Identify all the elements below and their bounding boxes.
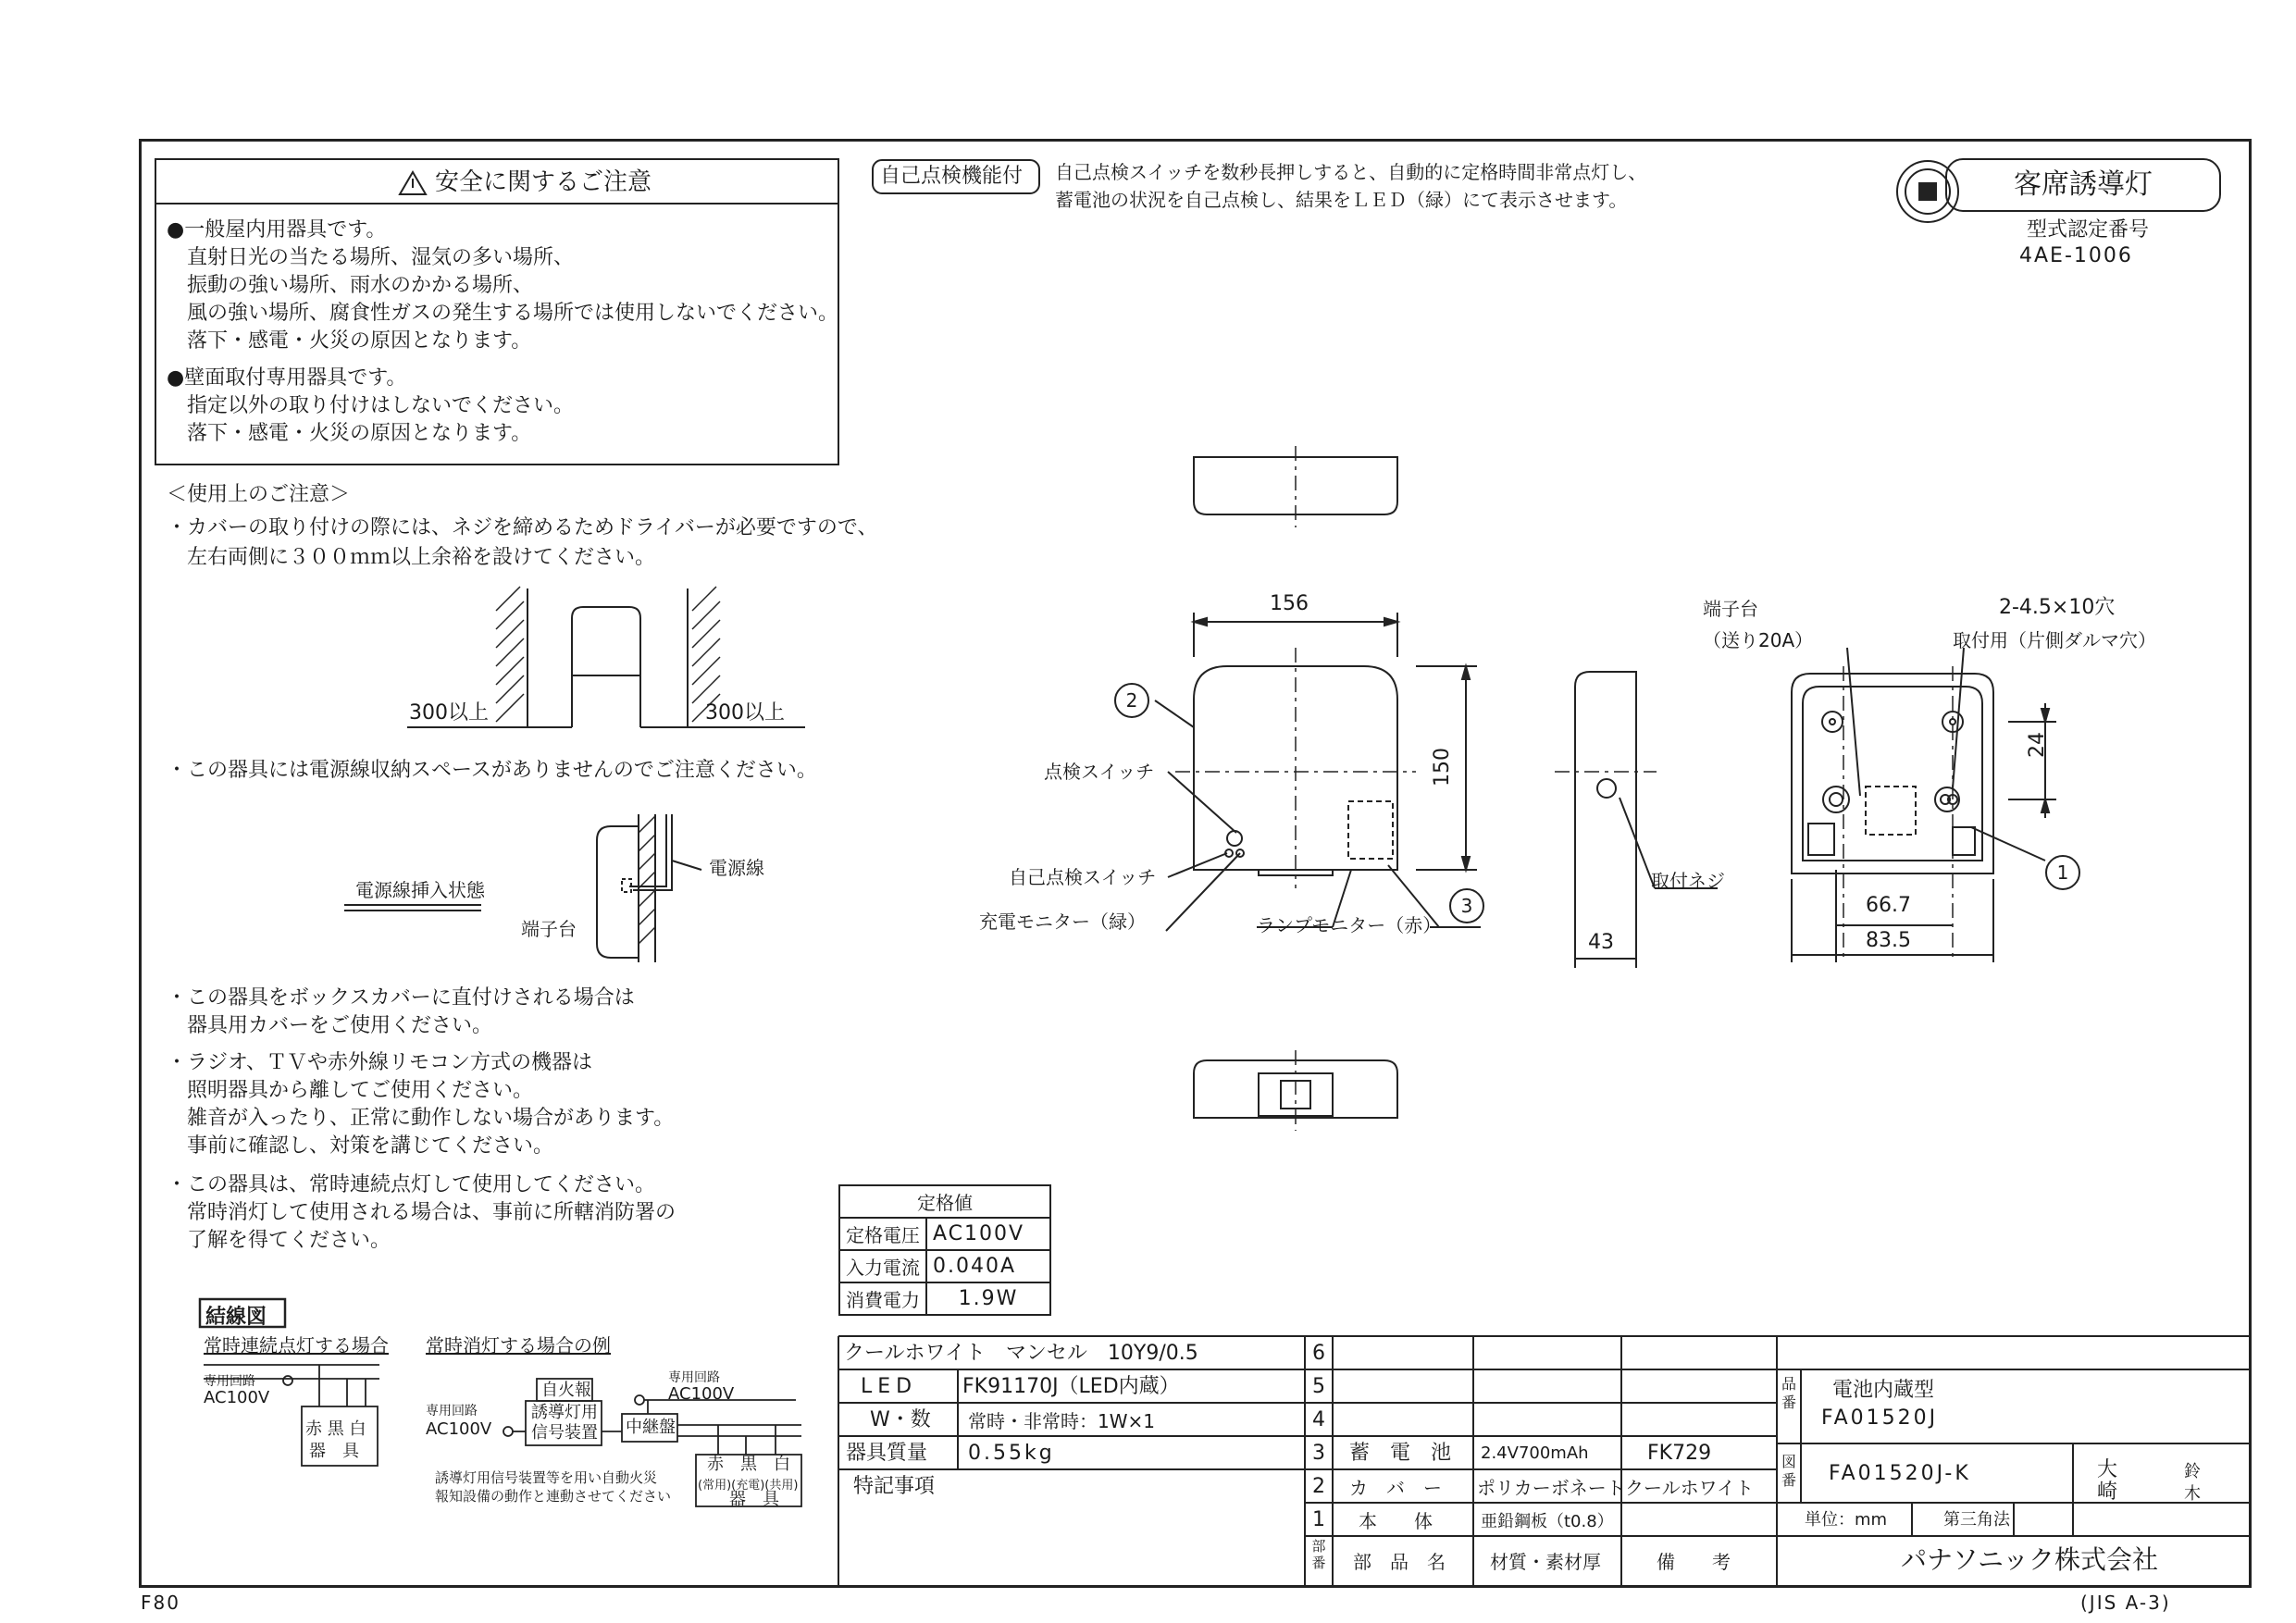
usage-n4-l3: 雑音が入ったり、正常に動作しない場合があります。: [187, 1107, 675, 1130]
dim-835: 83.5: [1866, 929, 1911, 952]
model-type: 電池内蔵型: [1832, 1379, 1935, 1402]
part-no-5: 5: [1312, 1375, 1325, 1398]
label-selfswitch: 自己点検スイッチ: [1009, 866, 1157, 888]
wiring-sub: (常用)(充電)(共用): [698, 1479, 799, 1493]
angle: 第三角法: [1943, 1510, 2010, 1530]
cert-label: 型式認定番号: [2027, 218, 2150, 242]
wiring-case2: 常時消灯する場合の例: [426, 1334, 611, 1357]
safety-b2-l1: 指定以外の取り付けはしないでください。: [187, 394, 575, 417]
rating-v1: 0.040A: [926, 1250, 1050, 1282]
wiring-body2: 器 具: [729, 1490, 779, 1509]
part-mat-1: 亜鉛鋼板（t0.8）: [1481, 1512, 1614, 1531]
spec-r3a: 器具質量: [846, 1442, 928, 1465]
label-terminal2: （送り20A）: [1703, 629, 1814, 651]
part-no-3: 3: [1312, 1442, 1325, 1465]
wiring-note2: 報知設備の動作と連動させてください: [435, 1488, 672, 1505]
label-switch: 点検スイッチ: [1044, 761, 1155, 783]
usage-heading: ＜使用上のご注意＞: [167, 483, 351, 506]
dim-depth: 43: [1588, 931, 1614, 954]
usage-n3-l1: ・この器具をボックスカバーに直付けされる場合は: [167, 986, 635, 1010]
wiring-ac3: AC100V: [668, 1384, 735, 1404]
usage-n3-l2: 器具用カバーをご使用ください。: [187, 1014, 493, 1037]
wiring-note1: 誘導灯用信号装置等を用い自動火災: [435, 1469, 658, 1486]
spec-r5a: LED: [861, 1375, 918, 1398]
clear-right: 300以上: [705, 701, 785, 725]
part-no-6: 6: [1312, 1342, 1325, 1365]
wiring-relay: 中継盤: [626, 1418, 676, 1437]
label-charge: 充電モニター（緑）: [979, 911, 1146, 933]
usage-n4-l1: ・ラジオ、ＴＶや赤外線リモコン方式の機器は: [167, 1051, 593, 1074]
company: パナソニック株式会社: [1901, 1544, 2159, 1575]
part-mat-3: 2.4V700mAh: [1481, 1443, 1589, 1463]
wiring-ac1: AC100V: [204, 1388, 270, 1407]
wiring-auto: 自火報: [541, 1381, 591, 1400]
dim-width: 156: [1270, 592, 1309, 615]
spec-r6: クールホワイト マンセル 10Y9/0.5: [844, 1342, 1198, 1365]
product-type: 客席誘導灯: [2014, 168, 2153, 201]
safety-b1-l2: 振動の強い場所、雨水のかかる場所、: [187, 274, 534, 297]
footer-right: (JIS A-3): [2080, 1592, 2171, 1614]
selfcheck-badge: 自己点検機能付: [880, 165, 1024, 188]
part-hdr-no: 部番: [1311, 1538, 1326, 1571]
drawing-no: FA01520J-K: [1829, 1462, 1971, 1485]
wiring-case1: 常時連続点灯する場合: [204, 1334, 389, 1357]
clear-left: 300以上: [409, 701, 489, 725]
safety-title: 安全に関するご注意: [435, 168, 652, 196]
wiring-ac2: AC100V: [426, 1419, 492, 1439]
sig-3: 鈴: [2184, 1462, 2201, 1481]
safety-b1-l3: 風の強い場所、腐食性ガスの発生する場所では使用しないでください。: [187, 302, 839, 325]
safety-b1-l4: 落下・感電・火災の原因となります。: [187, 329, 532, 353]
wiring-body1: 器 具: [309, 1442, 359, 1461]
dim-height: 150: [1431, 748, 1454, 787]
footer-left: F80: [141, 1592, 180, 1614]
part-hdr-mat: 材質・素材厚: [1490, 1551, 1601, 1573]
part-no-4: 4: [1312, 1408, 1325, 1431]
safety-b2-l2: 落下・感電・火災の原因となります。: [187, 422, 532, 445]
model-no: FA01520J: [1821, 1406, 1939, 1430]
part-no-2: 2: [1312, 1475, 1325, 1498]
safety-b2: ●壁面取付専用器具です。: [167, 366, 407, 390]
dim-24: 24: [2026, 732, 2049, 758]
sig-4: 木: [2184, 1484, 2201, 1504]
wiring-dedicated2: 専用回路: [426, 1404, 478, 1419]
dim-667: 66.7: [1866, 894, 1911, 917]
usage-n4-l2: 照明器具から離してご使用ください。: [187, 1079, 534, 1102]
wiring-dedicated1: 専用回路: [204, 1374, 255, 1389]
callout-1: 1: [2045, 855, 2080, 890]
rating-v2: 1.9W: [926, 1282, 1050, 1315]
usage-n1-l1: ・カバーの取り付けの際には、ネジを締めるためドライバーが必要ですので、: [167, 516, 878, 539]
terminal-label: 端子台: [521, 918, 577, 940]
rating-k2: 消費電力: [839, 1282, 926, 1315]
wiring-title: 結線図: [205, 1306, 267, 1329]
label-terminal: 端子台: [1703, 598, 1758, 620]
spec-r5b: FK91170J（LED内蔵）: [962, 1375, 1180, 1398]
rating-title: 定格値: [839, 1185, 1050, 1218]
usage-n1-l2: 左右両側に３００ｍｍ以上余裕を設けてください。: [187, 546, 656, 569]
cert-no: 4AE-1006: [2019, 244, 2133, 267]
rating-k1: 入力電流: [839, 1250, 926, 1282]
callout-3: 3: [1449, 888, 1484, 923]
wire-label: 電源線: [709, 857, 764, 879]
sig-1: 大: [2097, 1458, 2118, 1481]
wiring-rgb2: 赤 黒 白: [707, 1455, 790, 1474]
part-mat-2: ポリカーボネート: [1477, 1477, 1625, 1499]
spec-r3b: 0.55kg: [968, 1442, 1055, 1465]
part-note-3: FK729: [1647, 1442, 1712, 1465]
wiring-sig1: 誘導灯用: [531, 1403, 598, 1422]
safety-b1: ●一般屋内用器具です。: [167, 218, 387, 242]
label-holes: 2-4.5×10穴: [1999, 596, 2116, 619]
wire-state: 電源線挿入状態: [355, 879, 485, 901]
usage-n4-l4: 事前に確認し、対策を講じてください。: [187, 1134, 554, 1158]
rating-v0: AC100V: [926, 1218, 1050, 1250]
spec-r2: 特記事項: [853, 1475, 936, 1498]
selfcheck-l2: 蓄電池の状況を自己点検し、結果をＬＥＤ（緑）にて表示させます。: [1055, 189, 1628, 211]
usage-n2: ・この器具には電源線収納スペースがありませんのでご注意ください。: [167, 759, 817, 782]
part-name-1: 本 体: [1359, 1510, 1433, 1532]
selfcheck-l1: 自己点検スイッチを数秒長押しすると、自動的に定格時間非常点灯し、: [1055, 161, 1647, 183]
part-name-3: 蓄 電 池: [1349, 1442, 1452, 1465]
safety-b1-l1: 直射日光の当たる場所、湿気の多い場所、: [187, 246, 575, 269]
part-note-2: クールホワイト: [1625, 1477, 1754, 1499]
spec-r4b: 常時・非常時：1W×1: [968, 1410, 1155, 1432]
sig-2: 崎: [2097, 1481, 2118, 1504]
label-screw: 取付ネジ: [1651, 870, 1725, 892]
zuban-label: 図番: [1781, 1453, 1796, 1489]
usage-n5-l1: ・この器具は、常時連続点灯して使用してください。: [167, 1173, 656, 1196]
wiring-rgb1: 赤 黒 白: [305, 1419, 366, 1439]
part-hdr-note: 備 考: [1657, 1551, 1731, 1573]
rating-k0: 定格電圧: [839, 1218, 926, 1250]
part-hdr-name: 部 品 名: [1353, 1551, 1446, 1573]
unit: 単位：mm: [1805, 1510, 1888, 1530]
label-lamp: ランプモニター（赤）: [1257, 914, 1442, 936]
hinban-label: 品番: [1781, 1375, 1796, 1411]
wiring-sig2: 信号装置: [531, 1423, 598, 1443]
usage-n5-l3: 了解を得てください。: [187, 1229, 391, 1252]
usage-n5-l2: 常時消灯して使用される場合は、事前に所轄消防署の: [187, 1201, 676, 1224]
part-name-2: カ バ ー: [1349, 1477, 1442, 1499]
wiring-dedicated3: 専用回路: [668, 1370, 720, 1385]
label-holes2: 取付用（片側ダルマ穴）: [1953, 629, 2156, 651]
spec-r4a: W・数: [870, 1408, 931, 1431]
callout-2: 2: [1114, 683, 1149, 718]
part-no-1: 1: [1312, 1508, 1325, 1531]
